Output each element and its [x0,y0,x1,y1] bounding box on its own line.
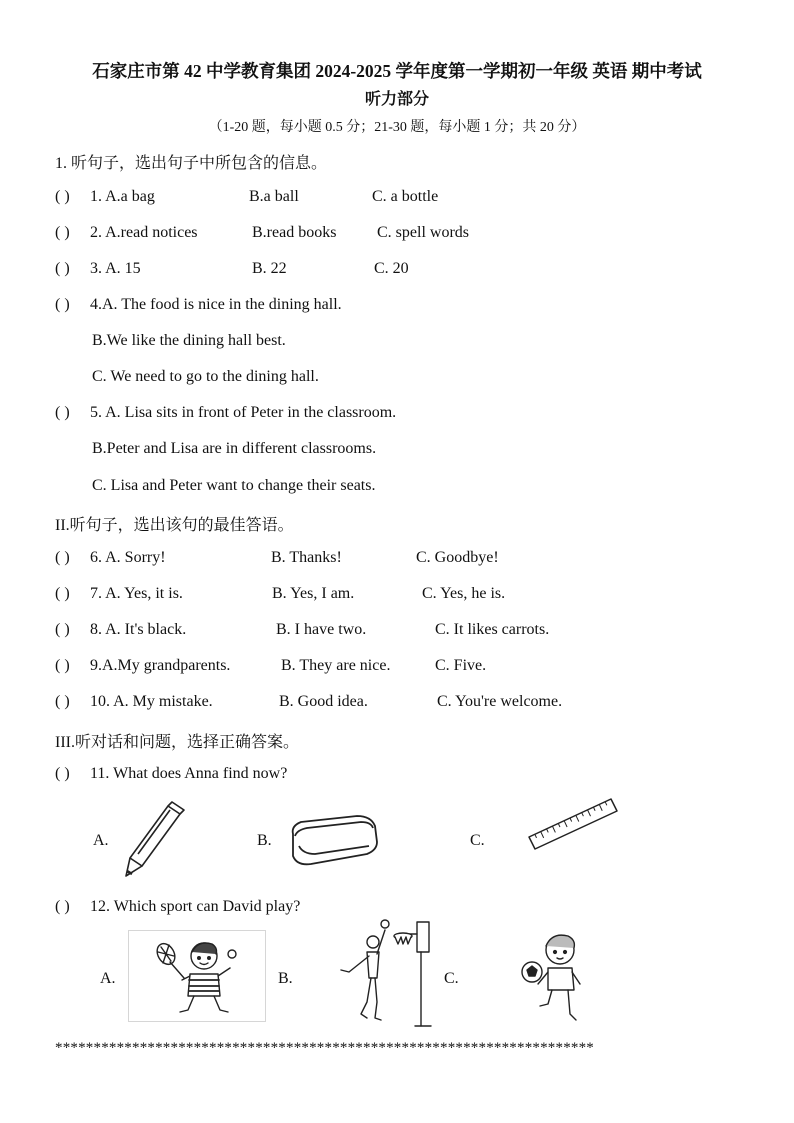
q10-option-c: C. You're welcome. [437,693,563,710]
q2-option-b: B.read books [252,224,337,241]
answer-blank: ( ) [55,404,70,421]
section-3-heading: III.听对话和问题，选择正确答案。 [55,734,299,751]
q5-option-a: 5. A. Lisa sits in front of Peter in the classroom. [90,404,397,421]
answer-blank: ( ) [55,224,70,241]
q11-question: 11. What does Anna find now? [90,765,288,782]
q4-option-a: 4.A. The food is nice in the dining hall. [90,296,342,313]
q3-option-c: C. 20 [374,260,409,277]
q1-option-c: C. a bottle [372,188,439,205]
answer-blank: ( ) [55,898,70,915]
q9-option-c: C. Five. [435,657,487,674]
q8-option-a: 8. A. It's black. [90,621,187,638]
q12-label-c: C. [444,970,459,987]
q6-option-b: B. Thanks! [271,549,342,566]
section-2-heading: II.听句子，选出该句的最佳答语。 [55,517,294,534]
exam-subtitle: 听力部分 [364,91,429,108]
q1-option-b: B.a ball [249,188,299,205]
answer-blank: ( ) [55,621,70,638]
q12-label-b: B. [278,970,293,987]
q8-option-b: B. I have two. [276,621,367,638]
q11-label-a: A. [93,832,109,849]
exam-title: 石家庄市第 42 中学教育集团 2024-2025 学年度第一学期初一年级 英语 期中考试 [92,61,702,81]
page-divider: ********************************************************************** [55,1040,594,1056]
q5-option-c: C. Lisa and Peter want to change their seats. [92,477,376,494]
q10-option-a: 10. A. My mistake. [90,693,213,710]
q4-option-b: B.We like the dining hall best. [92,332,286,349]
answer-blank: ( ) [55,657,70,674]
q7-option-b: B. Yes, I am. [272,585,355,602]
q3-option-b: B. 22 [252,260,287,277]
answer-blank: ( ) [55,296,70,313]
answer-blank: ( ) [55,765,70,782]
answer-blank: ( ) [55,188,70,205]
eraser-icon [285,812,381,868]
q9-option-b: B. They are nice. [281,657,391,674]
answer-blank: ( ) [55,260,70,277]
q1-option-a: 1. A.a bag [90,188,155,205]
q12-label-a: A. [100,970,116,987]
q8-option-c: C. It likes carrots. [435,621,550,638]
ruler-icon [525,795,620,855]
q6-option-a: 6. A. Sorry! [90,549,166,566]
answer-blank: ( ) [55,693,70,710]
q2-option-c: C. spell words [377,224,469,241]
tennis-boy-icon [128,930,266,1022]
score-note: （1-20 题，每小题 0.5 分；21-30 题，每小题 1 分；共 20 分） [208,120,586,135]
basketball-player-icon [335,918,440,1030]
q4-option-c: C. We need to go to the dining hall. [92,368,319,385]
answer-blank: ( ) [55,549,70,566]
q7-option-c: C. Yes, he is. [422,585,506,602]
q5-option-b: B.Peter and Lisa are in different classrooms. [92,440,377,457]
q9-option-a: 9.A.My grandparents. [90,657,231,674]
soccer-boy-icon [518,928,590,1028]
q10-option-b: B. Good idea. [279,693,368,710]
q6-option-c: C. Goodbye! [416,549,499,566]
answer-blank: ( ) [55,585,70,602]
q7-option-a: 7. A. Yes, it is. [90,585,183,602]
q11-label-c: C. [470,832,485,849]
q3-option-a: 3. A. 15 [90,260,141,277]
q11-label-b: B. [257,832,272,849]
q2-option-a: 2. A.read notices [90,224,198,241]
q12-question: 12. Which sport can David play? [90,898,301,915]
pencil-icon [120,800,190,880]
section-1-heading: 1. 听句子，选出句子中所包含的信息。 [55,155,328,172]
